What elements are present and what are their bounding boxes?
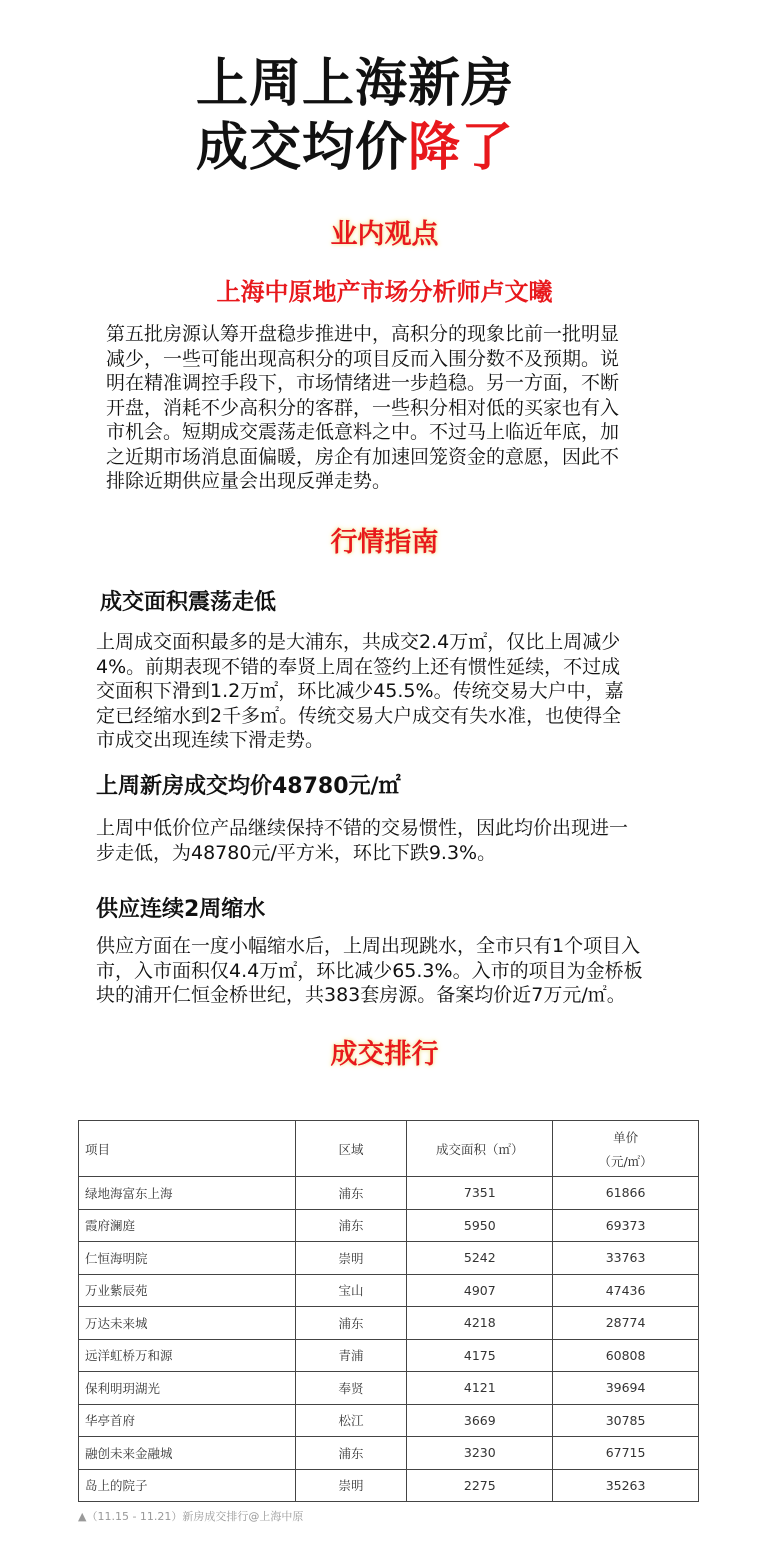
- table-row: [79, 1209, 699, 1242]
- table-row: [79, 1404, 699, 1437]
- cell-district: 青浦: [295, 1339, 407, 1372]
- table-row: [79, 1274, 699, 1307]
- cell-area: 4175: [407, 1339, 553, 1372]
- cell-area: 7351: [407, 1177, 553, 1210]
- paragraph-area: [96, 630, 624, 753]
- header-project: 项目: [79, 1121, 296, 1177]
- cell-area: 5950: [407, 1209, 553, 1242]
- table-row: [79, 1469, 699, 1502]
- cell-area: 3230: [407, 1437, 553, 1470]
- cell-project: 融创未来金融城: [79, 1437, 296, 1470]
- paragraph-line: 4%。前期表现不错的奉贤上周在签约上还有惯性延续，不过成: [96, 655, 621, 678]
- analyst-name: 上海中原地产市场分析师卢文曦: [216, 278, 553, 306]
- cell-district: 浦东: [295, 1209, 407, 1242]
- table-caption: ▲（11.15 - 11.21）新房成交排行@上海中原: [78, 1510, 304, 1523]
- table-row: [79, 1437, 699, 1470]
- cell-area: 3669: [407, 1404, 553, 1437]
- header-price-label: 单价: [613, 1129, 639, 1145]
- table-row: [79, 1339, 699, 1372]
- cell-district: 松江: [295, 1404, 407, 1437]
- quote-line: 之近期市场消息面偏暖，房企有加速回笼资金的意愿，因此不: [106, 445, 620, 468]
- paragraph-line: 供应方面在一度小幅缩水后，上周出现跳水，全市只有1个项目入: [96, 935, 641, 957]
- cell-price: 33763: [553, 1242, 699, 1275]
- title-line-1: 上周上海新房: [196, 54, 515, 114]
- quote-line: 开盘，消耗不少高积分的客群，一些积分相对低的买家也有入: [106, 396, 620, 419]
- cell-district: 奉贤: [295, 1372, 407, 1405]
- table-header-row: [79, 1121, 699, 1177]
- cell-price: 67715: [553, 1437, 699, 1470]
- ranking-table: [78, 1120, 699, 1502]
- title-line-2-highlight: 降了: [408, 118, 515, 178]
- cell-area: 4121: [407, 1372, 553, 1405]
- subheading-avg-price: 上周新房成交均价48780元/㎡: [96, 774, 401, 799]
- cell-district: 浦东: [295, 1307, 407, 1340]
- cell-area: 4907: [407, 1274, 553, 1307]
- paragraph-line: 步走低，为48780元/平方米，环比下跌9.3%。: [96, 841, 497, 864]
- table-row: [79, 1242, 699, 1275]
- paragraph-line: 定已经缩水到2千多㎡。传统交易大户成交有失水准，也使得全: [96, 704, 622, 727]
- section-heading-market-guide: 行情指南: [330, 527, 439, 558]
- cell-price: 69373: [553, 1209, 699, 1242]
- cell-price: 61866: [553, 1177, 699, 1210]
- cell-district: 崇明: [295, 1242, 407, 1275]
- cell-project: 仁恒海明院: [79, 1242, 296, 1275]
- paragraph-line: 交面积下滑到1.2万㎡，环比减少45.5%。传统交易大户中，嘉: [96, 680, 624, 702]
- subheading-area: 成交面积震荡走低: [100, 590, 277, 615]
- cell-area: 4218: [407, 1307, 553, 1340]
- quote-line: 第五批房源认筹开盘稳步推进中，高积分的现象比前一批明显: [106, 323, 620, 345]
- quote-line: 市机会。短期成交震荡走低意料之中。不过马上临近年底，加: [106, 421, 620, 443]
- header-area: 成交面积（㎡）: [407, 1121, 553, 1177]
- quote-line: 减少，一些可能出现高积分的项目反而入围分数不及预期。说: [106, 347, 620, 370]
- title-line-2-prefix: 成交均价: [196, 118, 409, 178]
- paragraph-line: 上周中低价位产品继续保持不错的交易惯性，因此均价出现进一: [96, 817, 629, 839]
- cell-price: 28774: [553, 1307, 699, 1340]
- analyst-quote: [106, 322, 619, 494]
- quote-line: 排除近期供应量会出现反弹走势。: [106, 470, 392, 492]
- cell-area: 2275: [407, 1469, 553, 1502]
- cell-project: 保利明玥湖光: [79, 1372, 296, 1405]
- section-heading-ranking: 成交排行: [330, 1039, 439, 1070]
- paragraph-line: 市，入市面积仅4.4万㎡，环比减少65.3%。入市的项目为金桥板: [96, 959, 643, 982]
- subheading-supply: 供应连续2周缩水: [96, 897, 266, 922]
- cell-district: 浦东: [295, 1437, 407, 1470]
- cell-price: 60808: [553, 1339, 699, 1372]
- header-price-unit: （元/㎡）: [598, 1153, 653, 1169]
- quote-line: 明在精准调控手段下，市场情绪进一步趋稳。另一方面，不断: [106, 372, 620, 394]
- cell-price: 35263: [553, 1469, 699, 1502]
- cell-project: 岛上的院子: [79, 1469, 296, 1502]
- header-price: [553, 1121, 699, 1177]
- cell-project: 万达未来城: [79, 1307, 296, 1340]
- table-row: [79, 1307, 699, 1340]
- paragraph-supply: [96, 934, 643, 1008]
- paragraph-line: 块的浦开仁恒金桥世纪，共383套房源。备案均价近7万元/㎡。: [96, 984, 626, 1006]
- cell-project: 远洋虹桥万和源: [79, 1339, 296, 1372]
- cell-price: 30785: [553, 1404, 699, 1437]
- cell-project: 霞府澜庭: [79, 1209, 296, 1242]
- paragraph-line: 上周成交面积最多的是大浦东，共成交2.4万㎡，仅比上周减少: [96, 631, 621, 653]
- cell-district: 浦东: [295, 1177, 407, 1210]
- cell-project: 万业紫辰苑: [79, 1274, 296, 1307]
- table-row: [79, 1177, 699, 1210]
- cell-district: 宝山: [295, 1274, 407, 1307]
- cell-district: 崇明: [295, 1469, 407, 1502]
- paragraph-avg-price: [96, 816, 628, 865]
- cell-price: 39694: [553, 1372, 699, 1405]
- title-line-2: [196, 116, 514, 180]
- article-title: [196, 52, 514, 180]
- cell-price: 47436: [553, 1274, 699, 1307]
- cell-project: 绿地海富东上海: [79, 1177, 296, 1210]
- cell-area: 5242: [407, 1242, 553, 1275]
- header-district: 区域: [295, 1121, 407, 1177]
- paragraph-line: 市成交出现连续下滑走势。: [96, 729, 325, 751]
- cell-project: 华亭首府: [79, 1404, 296, 1437]
- table-row: [79, 1372, 699, 1405]
- section-heading-industry-view: 业内观点: [330, 219, 439, 250]
